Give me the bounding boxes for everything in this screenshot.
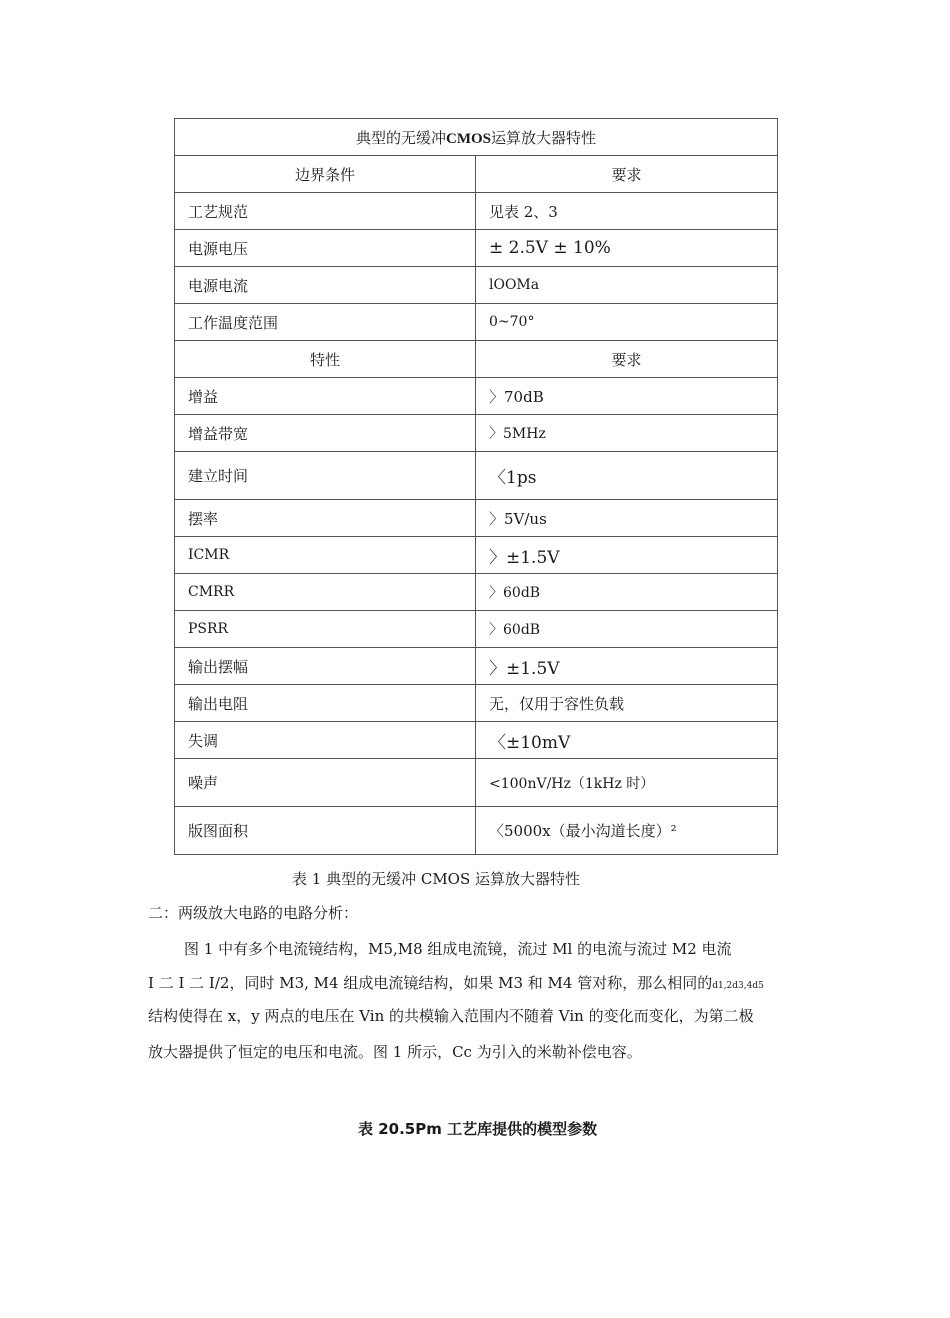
row-value: 〈1ps: [476, 452, 778, 500]
table-row: [175, 193, 778, 230]
paragraph-line: 结构使得在 x，y 两点的电压在 Vin 的共模输入范围内不随着 Vin 的变化而变化，为第二极: [148, 1007, 754, 1025]
table-title: 典型的无缓冲CMOS运算放大器特性: [175, 119, 778, 156]
table-row: [175, 537, 778, 574]
row-value: 〉70dB: [476, 378, 778, 415]
row-value: 无，仅用于容性负载: [476, 685, 778, 722]
row-label: 电源电流: [175, 267, 476, 304]
row-label: 输出电阻: [175, 685, 476, 722]
row-value: 〉60dB: [476, 611, 778, 648]
subscript-text: d1,2d3,4d5: [712, 981, 764, 991]
row-value: 见表 2、3: [476, 193, 778, 230]
row-value: 〈±10mV: [476, 722, 778, 759]
table-row: [175, 685, 778, 722]
table-row: [175, 807, 778, 855]
row-value: ± 2.5V ± 10%: [476, 230, 778, 267]
row-label: 增益带宽: [175, 415, 476, 452]
table-title-row: [175, 119, 778, 156]
row-label: 版图面积: [175, 807, 476, 855]
header-cell: 边界条件: [175, 156, 476, 193]
row-label: 摆率: [175, 500, 476, 537]
row-value: 〈5000x（最小沟道长度）²: [476, 807, 778, 855]
row-value: lOOMa: [476, 267, 778, 304]
table-row: [175, 452, 778, 500]
row-label: 输出摆幅: [175, 648, 476, 685]
row-value: 〉±1.5V: [476, 537, 778, 574]
row-label: 噪声: [175, 759, 476, 807]
table-row: [175, 230, 778, 267]
table-row: [175, 611, 778, 648]
table-row: [175, 759, 778, 807]
paragraph-line: 图 1 中有多个电流镜结构，M5,M8 组成电流镜，流过 Ml 的电流与流过 M2 电流: [184, 940, 732, 958]
row-label: 建立时间: [175, 452, 476, 500]
row-label: PSRR: [175, 611, 476, 648]
row-label: 电源电压: [175, 230, 476, 267]
table-row: [175, 267, 778, 304]
row-label: 工艺规范: [175, 193, 476, 230]
table-caption: 表 1 典型的无缓冲 CMOS 运算放大器特性: [292, 870, 581, 888]
table-row: [175, 574, 778, 611]
row-label: CMRR: [175, 574, 476, 611]
table2-title: 表 20.5Pm 工艺库提供的模型参数: [358, 1120, 598, 1138]
header-cell: 特性: [175, 341, 476, 378]
paragraph-line: 放大器提供了恒定的电压和电流。图 1 所示，Cc 为引入的米勒补偿电容。: [148, 1043, 642, 1061]
section-heading: 二：两级放大电路的电路分析：: [148, 904, 359, 922]
table-row: [175, 304, 778, 341]
header-row: [175, 341, 778, 378]
row-value: <100nV/Hz（1kHz 时）: [476, 759, 778, 807]
header-cell: 要求: [476, 341, 778, 378]
row-value: 0~70°: [476, 304, 778, 341]
table-row: [175, 378, 778, 415]
row-label: ICMR: [175, 537, 476, 574]
row-value: 〉±1.5V: [476, 648, 778, 685]
row-value: 〉5MHz: [476, 415, 778, 452]
paragraph-line: [148, 972, 808, 993]
row-label: 失调: [175, 722, 476, 759]
row-value: 〉60dB: [476, 574, 778, 611]
table-row: [175, 415, 778, 452]
header-cell: 要求: [476, 156, 778, 193]
row-label: 增益: [175, 378, 476, 415]
table-row: [175, 500, 778, 537]
header-row: [175, 156, 778, 193]
row-label: 工作温度范围: [175, 304, 476, 341]
paragraph-text: I 二 I 二 I/2，同时 M3, M4 组成电流镜结构，如果 M3 和 M4 管对称，那么相同的: [148, 974, 713, 992]
table-row: [175, 722, 778, 759]
spec-table: [174, 118, 778, 855]
table-row: [175, 648, 778, 685]
row-value: 〉5V/us: [476, 500, 778, 537]
